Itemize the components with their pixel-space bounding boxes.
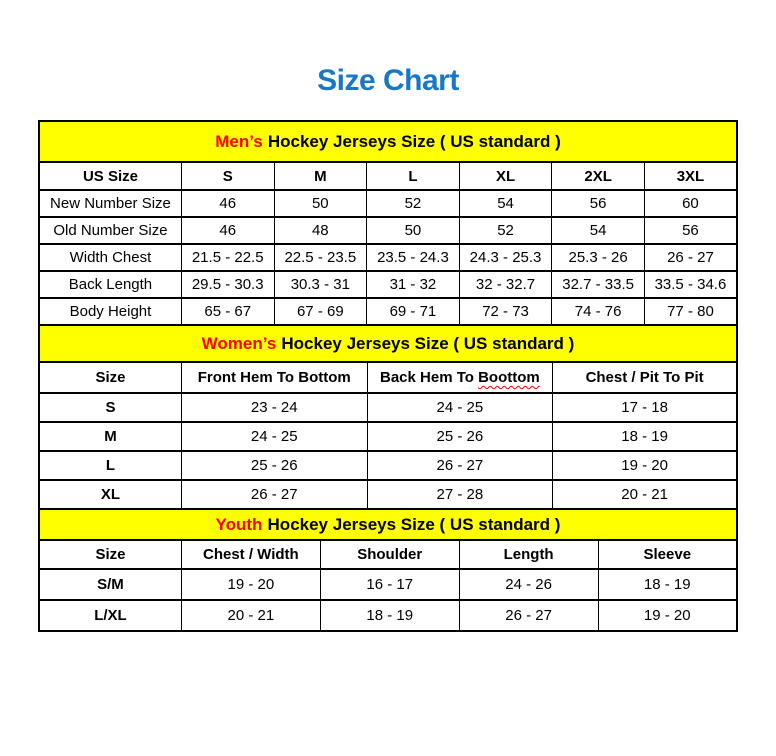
size-value: 54 xyxy=(459,190,552,217)
womens-banner-text: Hockey Jerseys Size ( US standard ) xyxy=(281,334,575,353)
column-header: Shoulder xyxy=(320,540,459,569)
size-value: 52 xyxy=(367,190,460,217)
column-header: Back Hem To Boottom xyxy=(367,362,553,393)
column-header: Chest / Width xyxy=(181,540,320,569)
womens-size-table xyxy=(38,361,738,510)
youth-header-row xyxy=(39,540,737,569)
table-row xyxy=(39,298,737,325)
table-row xyxy=(39,217,737,244)
size-value: 26 - 27 xyxy=(367,451,553,480)
size-value: 56 xyxy=(552,190,645,217)
mens-size-table xyxy=(38,161,738,326)
size-value: 52 xyxy=(459,217,552,244)
youth-banner-highlight: Youth xyxy=(215,515,263,534)
youth-banner-text: Hockey Jerseys Size ( US standard ) xyxy=(267,515,561,534)
youth-section xyxy=(38,508,738,632)
size-value: 24 - 26 xyxy=(459,569,598,600)
size-value: 30.3 - 31 xyxy=(274,271,367,298)
size-value: 65 - 67 xyxy=(181,298,274,325)
column-header: L xyxy=(367,162,460,190)
row-label: XL xyxy=(39,480,181,509)
row-label: S xyxy=(39,393,181,422)
youth-section-banner xyxy=(38,508,738,541)
column-header: S xyxy=(181,162,274,190)
size-value: 25 - 26 xyxy=(367,422,553,451)
column-header: Size xyxy=(39,540,181,569)
column-header: Size xyxy=(39,362,181,393)
size-value: 46 xyxy=(181,190,274,217)
row-label: L xyxy=(39,451,181,480)
size-value: 48 xyxy=(274,217,367,244)
size-value: 54 xyxy=(552,217,645,244)
size-value: 29.5 - 30.3 xyxy=(181,271,274,298)
size-value: 32.7 - 33.5 xyxy=(552,271,645,298)
column-header: US Size xyxy=(39,162,181,190)
mens-banner-highlight: Men’s xyxy=(215,132,263,151)
size-value: 20 - 21 xyxy=(181,600,320,631)
table-row xyxy=(39,480,737,509)
row-label: M xyxy=(39,422,181,451)
row-label: Width Chest xyxy=(39,244,181,271)
size-value: 21.5 - 22.5 xyxy=(181,244,274,271)
size-value: 23.5 - 24.3 xyxy=(367,244,460,271)
size-value: 31 - 32 xyxy=(367,271,460,298)
row-label: S/M xyxy=(39,569,181,600)
column-header: 3XL xyxy=(644,162,737,190)
size-value: 72 - 73 xyxy=(459,298,552,325)
size-value: 25.3 - 26 xyxy=(552,244,645,271)
size-value: 26 - 27 xyxy=(644,244,737,271)
youth-size-table xyxy=(38,539,738,632)
size-value: 33.5 - 34.6 xyxy=(644,271,737,298)
table-row xyxy=(39,600,737,631)
table-row xyxy=(39,451,737,480)
size-value: 77 - 80 xyxy=(644,298,737,325)
mens-section-banner xyxy=(38,120,738,163)
size-value: 24 - 25 xyxy=(367,393,553,422)
size-value: 24.3 - 25.3 xyxy=(459,244,552,271)
size-value: 18 - 19 xyxy=(320,600,459,631)
size-chart xyxy=(38,120,738,632)
size-value: 56 xyxy=(644,217,737,244)
column-header: M xyxy=(274,162,367,190)
table-row xyxy=(39,422,737,451)
size-value: 22.5 - 23.5 xyxy=(274,244,367,271)
size-value: 74 - 76 xyxy=(552,298,645,325)
size-value: 50 xyxy=(274,190,367,217)
mens-header-row xyxy=(39,162,737,190)
size-value: 17 - 18 xyxy=(553,393,737,422)
womens-section-banner xyxy=(38,324,738,363)
table-row xyxy=(39,393,737,422)
size-value: 24 - 25 xyxy=(181,422,367,451)
row-label: Old Number Size xyxy=(39,217,181,244)
column-header: XL xyxy=(459,162,552,190)
table-row xyxy=(39,569,737,600)
size-value: 19 - 20 xyxy=(598,600,737,631)
mens-banner-text: Hockey Jerseys Size ( US standard ) xyxy=(267,132,561,151)
size-value: 50 xyxy=(367,217,460,244)
size-value: 23 - 24 xyxy=(181,393,367,422)
row-label: L/XL xyxy=(39,600,181,631)
column-header: Sleeve xyxy=(598,540,737,569)
row-label: New Number Size xyxy=(39,190,181,217)
column-header: Length xyxy=(459,540,598,569)
row-label: Body Height xyxy=(39,298,181,325)
table-row xyxy=(39,271,737,298)
page-title: Size Chart xyxy=(317,64,459,97)
column-header: Chest / Pit To Pit xyxy=(553,362,737,393)
size-value: 32 - 32.7 xyxy=(459,271,552,298)
size-value: 16 - 17 xyxy=(320,569,459,600)
column-header: Front Hem To Bottom xyxy=(181,362,367,393)
womens-banner-highlight: Women’s xyxy=(201,334,277,353)
size-value: 67 - 69 xyxy=(274,298,367,325)
table-row xyxy=(39,190,737,217)
size-value: 20 - 21 xyxy=(553,480,737,509)
size-value: 19 - 20 xyxy=(553,451,737,480)
size-value: 26 - 27 xyxy=(459,600,598,631)
column-header: 2XL xyxy=(552,162,645,190)
size-value: 60 xyxy=(644,190,737,217)
size-value: 46 xyxy=(181,217,274,244)
size-value: 69 - 71 xyxy=(367,298,460,325)
mens-section xyxy=(38,120,738,326)
size-value: 18 - 19 xyxy=(598,569,737,600)
size-value: 18 - 19 xyxy=(553,422,737,451)
size-value: 27 - 28 xyxy=(367,480,553,509)
size-value: 19 - 20 xyxy=(181,569,320,600)
table-row xyxy=(39,244,737,271)
womens-header-row xyxy=(39,362,737,393)
row-label: Back Length xyxy=(39,271,181,298)
size-value: 26 - 27 xyxy=(181,480,367,509)
womens-section xyxy=(38,324,738,510)
size-value: 25 - 26 xyxy=(181,451,367,480)
misspelled-word: Boottom xyxy=(478,369,540,386)
